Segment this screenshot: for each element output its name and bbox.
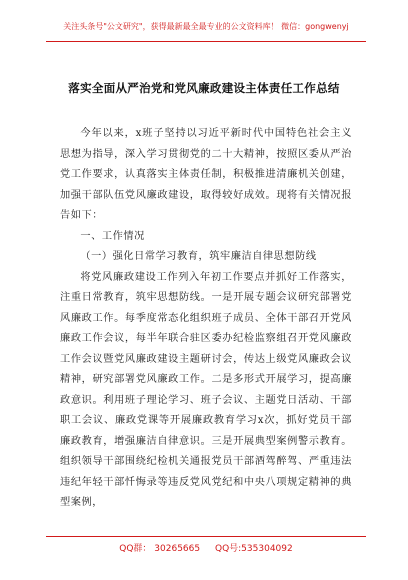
intro-paragraph: 今年以来，x班子坚持以习近平新时代中国特色社会主义思想为指导，深入学习贯彻党的二十大精神，按照区委从严治党工作要求，认真落实主体责任制，积极推进清廉机关创建，加强干部队伍党风廉政建设，取得较好成效。现将有关情况报告如下： <box>60 128 352 221</box>
section-heading: 一、工作情况 <box>80 230 145 242</box>
document-body <box>60 124 352 514</box>
footer-divider <box>46 536 366 537</box>
header-divider <box>46 41 366 42</box>
qq-group-number: QQ群： 30265665 <box>119 544 201 554</box>
subsection-heading: （一）强化日常学习教育，筑牢廉洁自律思想防线 <box>80 251 317 262</box>
qq-number: QQ号:535304092 <box>214 544 293 554</box>
body-paragraph: 将党风廉政建设工作列入年初工作要点并抓好工作落实，注重日常教育，筑牢思想防线。一是开展专题会议研究部署党风廉政工作。每季度常态化组织班子成员、全体干部召开党风廉政工作会议，每半年联合驻区委办纪检监察组召开党风廉政工作会议暨党风廉政建设主题研讨会，传达上级党风廉政会议精神，研究部署党风廉政工作。二是多形式开展学习，提高廉政意识。利用班子理论学习、班子会议、主题党日活动、干部职工会议、廉政党课等开展廉政教育学习x次，抓好党员干部廉政教育，增强廉洁自律意识。三是开展典型案例警示教育。组织领导干部围绕纪检机关通报党员干部酒驾醉驾、严重违法违纪年轻干部忏悔录等违反党风党纪和中央八项规定精神的典型案例， <box>60 271 352 508</box>
header-banner: 关注头条号"公文研究"，获得最新最全最专业的公文资料库！ 微信：gongwenyj <box>63 22 349 31</box>
document-title: 落实全面从严治党和党风廉政建设主体责任工作总结 <box>68 81 340 95</box>
footer <box>46 541 366 554</box>
